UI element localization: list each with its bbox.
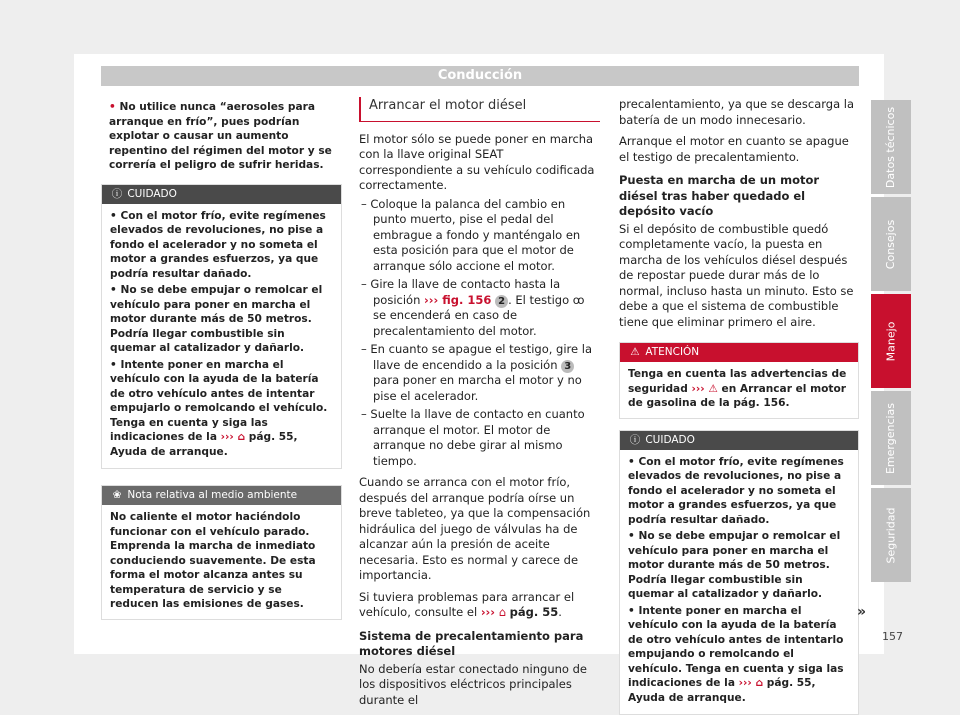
chapter-header: Conducción — [101, 66, 859, 86]
book-icon: ⌂ — [755, 677, 763, 689]
environment-body: No caliente el motor haciéndolo funcionar con el vehículo parado. Emprenda la marcha de inmediato conduciendo suavemente. De esta forma el motor alcanza antes su temperatura de servicio y se reducen las emisiones de gases. — [102, 505, 341, 619]
caution-item: • Con el motor frío, evite regímenes elevados de revoluciones, no pise a fondo el acelerador y no someta el motor a grandes esfuerzos, ya que podría resultar dañado. — [628, 455, 850, 528]
column-right — [619, 97, 859, 715]
caution-ref[interactable]: pág. 55, Ayuda de arranque. — [110, 431, 298, 458]
attention-title: ATENCIÓN — [645, 346, 699, 358]
environment-note-box — [101, 485, 342, 620]
page-number: 157 — [882, 630, 903, 643]
paragraph: precalentamiento, ya que se descarga la batería de un modo innecesario. — [619, 97, 859, 128]
cross-ref-arrow[interactable]: ››› — [481, 605, 495, 619]
side-tabs — [871, 100, 911, 585]
page-ref[interactable]: pág. 55 — [510, 605, 559, 619]
paragraph: Si el depósito de combustible quedó completamente vacío, la puesta en marcha de los vehículos diésel después de repostar puede durar más de lo normal, incluso hasta un minuto. Esto se debe a que el sistema de combustible tiene que eliminar primero el aire. — [619, 222, 859, 331]
tab-manejo[interactable]: Manejo — [871, 294, 911, 388]
caution-title: CUIDADO — [645, 434, 695, 446]
position-number: 2 — [495, 295, 508, 308]
attention-ref[interactable]: en Arrancar el motor de gasolina de la pág. 156. — [628, 383, 846, 410]
section-title: Arrancar el motor diésel — [359, 97, 600, 122]
info-circle-icon: ⓘ — [110, 185, 124, 204]
paragraph: Si tuviera problemas para arrancar el vehículo, consulte el ››› ⌂ pág. 55. — [359, 590, 600, 621]
caution-ref[interactable]: pág. 55, Ayuda de arranque. — [628, 677, 816, 704]
caution-box — [619, 430, 859, 715]
attention-text: Tenga en cuenta las advertencias de seguridad — [628, 368, 846, 395]
warning-tail-text: No utilice nunca “aerosoles para arranque en frío”, pues podrían explotar o causar un aumento repentino del régimen del motor y se correría el peligro de sufrir heridas. — [109, 101, 332, 171]
column-left — [101, 97, 342, 620]
step-item: – Coloque la palanca del cambio en punto muerto, pise el pedal del embrague a fondo y manténgalo en esta posición para que el motor de arranque sólo accione el motor. — [359, 197, 600, 275]
caution-title: CUIDADO — [127, 188, 177, 200]
position-number: 3 — [561, 360, 574, 373]
step-item: – Gire la llave de contacto hasta la posición ››› fig. 156 2 . El testigo ꝏ se encenderá en caso de precalentamiento del motor. — [359, 277, 600, 339]
caution-item: • No se debe empujar o remolcar el vehículo para poner en marcha el motor durante más de 50 metros. Podría llegar combustible sin quemar al catalizador y dañarlo. — [628, 529, 850, 602]
tab-emergencias[interactable]: Emergencias — [871, 391, 911, 485]
warning-triangle-icon: ⚠ — [628, 343, 642, 362]
intro-paragraph: El motor sólo se puede poner en marcha con la llave original SEAT correspondiente a su vehículo codificada correctamente. — [359, 132, 600, 194]
leaf-icon: ❀ — [110, 486, 124, 505]
caution-item: • Intente poner en marcha el vehículo con la ayuda de la batería de otro vehículo antes de intentar empujarlo o remolcando el vehículo. Tenga en cuenta y siga las indicaciones de la ››› ⌂ pág. 55, Ayuda de arranque. — [110, 358, 333, 460]
caution-header — [620, 431, 858, 450]
book-icon: ⌂ — [237, 431, 245, 443]
caution-item: • No se debe empujar o remolcar el vehículo para poner en marcha el motor durante más de 50 metros. Podría llegar combustible sin quemar al catalizador y dañarlo. — [110, 283, 333, 356]
caution-item: • Intente poner en marcha el vehículo con la ayuda de la batería de otro vehículo antes de intentarlo empujando o remolcando el vehículo. Tenga en cuenta y siga las indicaciones de la ››› ⌂ pág. 55, Ayuda de arranque. — [628, 604, 850, 706]
tab-seguridad[interactable]: Seguridad — [871, 488, 911, 582]
cross-ref-arrow[interactable]: ››› — [692, 383, 705, 395]
step-item: – En cuanto se apague el testigo, gire la llave de encendido a la posición 3 para poner en marcha el motor y no pise el acelerador. — [359, 342, 600, 404]
tab-datos-tecnicos[interactable]: Datos técnicos — [871, 100, 911, 194]
step-item: – Suelte la llave de contacto en cuanto arranque el motor. El motor de arranque no debe girar al mismo tiempo. — [359, 407, 600, 469]
attention-box — [619, 342, 859, 419]
subheading: Puesta en marcha de un motor diésel tras haber quedado el depósito vacío — [619, 173, 859, 220]
environment-header — [102, 486, 341, 505]
attention-header — [620, 343, 858, 362]
warning-tail — [109, 100, 334, 173]
paragraph: Cuando se arranca con el motor frío, después del arranque podría oírse un breve tableteo, ya que la compensación hidráulica del juego de válvulas ha de alcanzar aún la presión de aceite necesaria. Esto es normal y carece de importancia. — [359, 475, 600, 584]
column-middle — [359, 97, 600, 708]
book-icon: ⌂ — [499, 605, 506, 619]
info-circle-icon: ⓘ — [628, 431, 642, 450]
figure-ref[interactable]: ››› fig. 156 — [424, 293, 491, 307]
paragraph: Arranque el motor en cuanto se apague el testigo de precalentamiento. — [619, 134, 859, 165]
environment-title: Nota relativa al medio ambiente — [127, 489, 297, 501]
subheading: Sistema de precalentamiento para motores diésel — [359, 629, 600, 660]
bullet-icon: • — [109, 101, 119, 113]
glow-plug-icon: ꝏ — [573, 293, 585, 307]
continue-mark: » — [857, 604, 866, 620]
cross-ref-arrow[interactable]: ››› — [739, 677, 752, 689]
cross-ref-arrow[interactable]: ››› — [221, 431, 234, 443]
caution-header — [102, 185, 341, 204]
caution-item: • Con el motor frío, evite regímenes elevados de revoluciones, no pise a fondo el acelerador y no someta el motor a grandes esfuerzos, ya que podría resultar dañado. — [110, 209, 333, 282]
caution-box — [101, 184, 342, 470]
warning-triangle-icon: ⚠ — [708, 383, 718, 395]
paragraph: No debería estar conectado ninguno de los dispositivos eléctricos principales durante el — [359, 662, 600, 709]
tab-consejos[interactable]: Consejos — [871, 197, 911, 291]
